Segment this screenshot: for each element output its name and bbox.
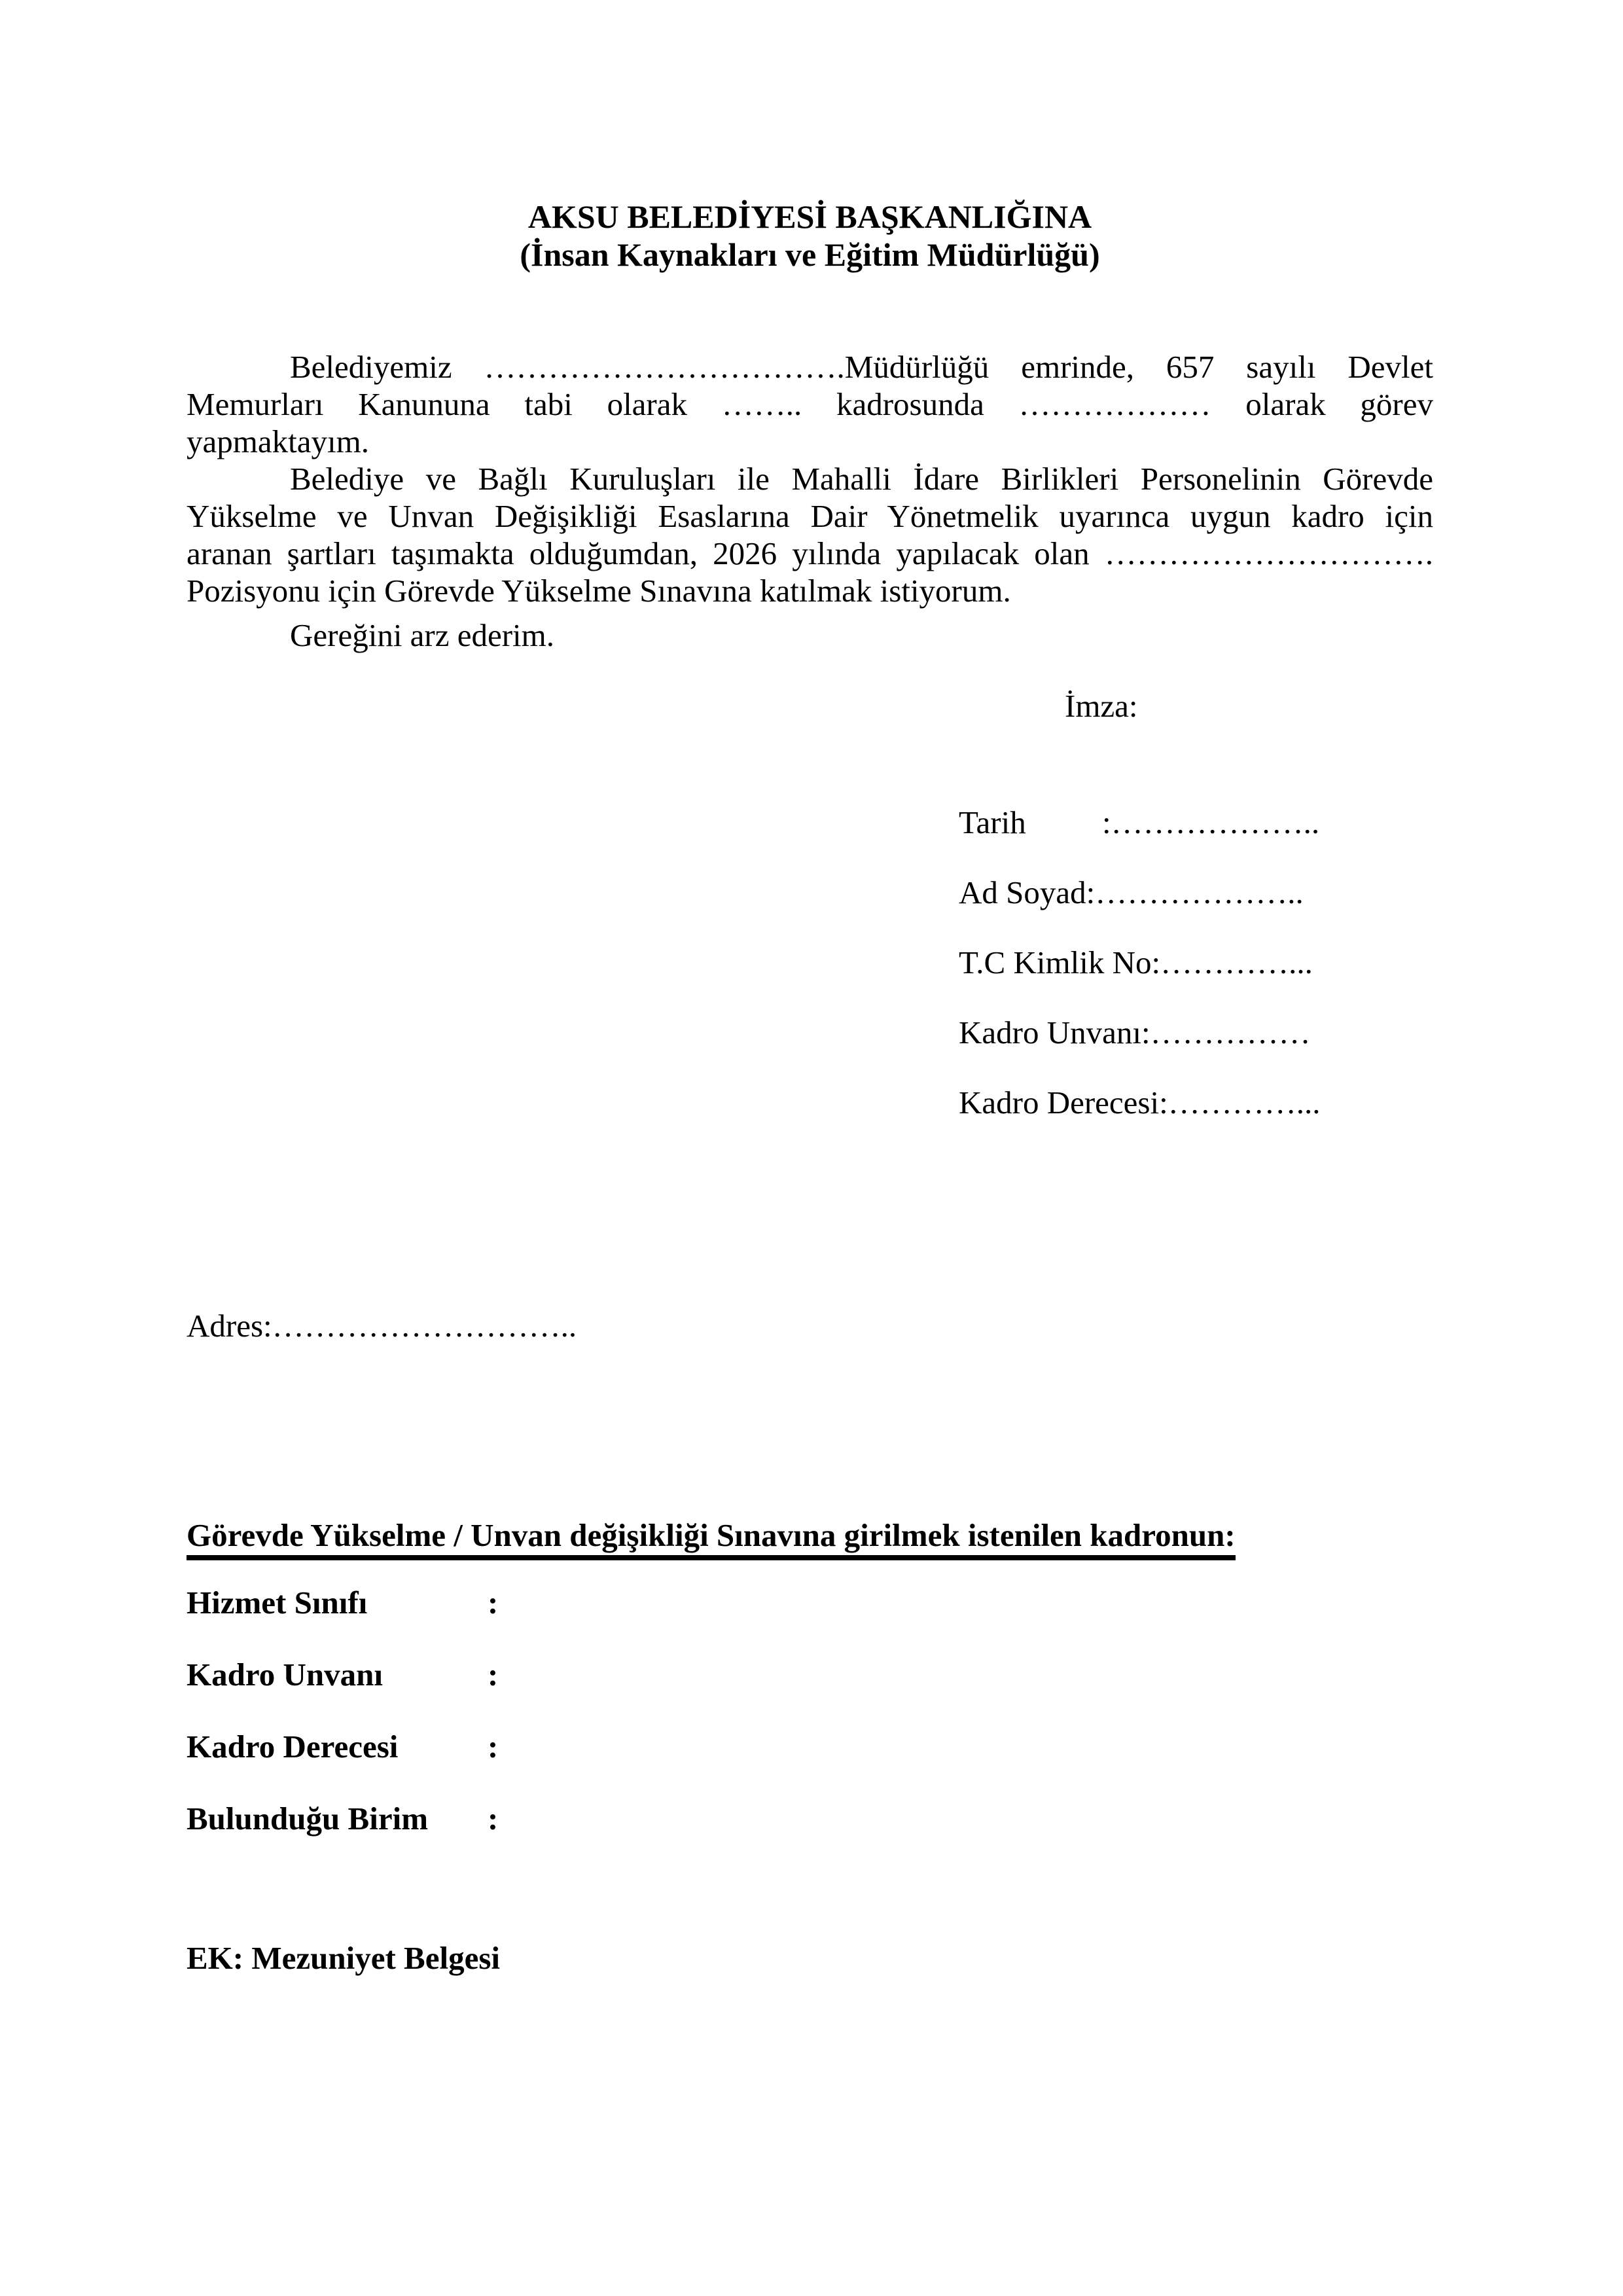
paragraph-2-line-1: Belediye ve Bağlı Kuruluşları ile Mahalli İdare Birlikleri Personelinin Görevde xyxy=(290,461,1433,497)
field-tc-kimlik-no-label: T.C Kimlik No xyxy=(959,944,1152,980)
form-row-kadro-unvani xyxy=(187,1656,1433,1693)
signature-fields-block xyxy=(959,804,1433,1121)
paragraph-1-line-3: yapmaktayım. xyxy=(187,423,369,459)
paragraph-2 xyxy=(187,460,1433,609)
form-row-kadro-unvani-label: Kadro Unvanı xyxy=(187,1657,383,1693)
form-row-bulundugu-birim-colon: : xyxy=(488,1801,499,1837)
paragraph-1-line-2: Memurları Kanununa tabi olarak …….. kadrosunda ……………… olarak görev xyxy=(187,386,1433,422)
field-tarih-blank: :……………….. xyxy=(1102,804,1320,840)
field-tarih xyxy=(959,804,1433,841)
document-title: AKSU BELEDİYESİ BAŞKANLIĞINA xyxy=(527,198,1092,235)
form-row-hizmet-sinifi xyxy=(187,1584,1433,1621)
field-ad-soyad xyxy=(959,874,1433,911)
document-subtitle: (İnsan Kaynakları ve Eğitim Müdürlüğü) xyxy=(520,236,1100,273)
field-ad-soyad-blank: :……………….. xyxy=(1086,874,1304,910)
adres-line: Adres:……………………….. xyxy=(187,1308,577,1344)
form-row-bulundugu-birim-label: Bulunduğu Birim xyxy=(187,1801,429,1837)
field-kadro-unvani-label: Kadro Unvanı xyxy=(959,1014,1141,1050)
field-kadro-derecesi-label: Kadro Derecesi xyxy=(959,1085,1160,1121)
document-title-block xyxy=(187,198,1433,274)
section-heading-text: Görevde Yükselme / Unvan değişikliği Sınavına girilmek istenilen kadronun: xyxy=(187,1517,1236,1560)
attachment-line: EK: Mezuniyet Belgesi xyxy=(187,1940,501,1976)
field-tc-kimlik-no xyxy=(959,944,1433,981)
body-text xyxy=(187,348,1433,654)
form-row-hizmet-sinifi-colon: : xyxy=(488,1585,499,1621)
kadro-form-rows xyxy=(187,1584,1433,1837)
field-kadro-derecesi-blank: :…………... xyxy=(1159,1085,1321,1121)
field-kadro-unvani-blank: :…………… xyxy=(1141,1014,1311,1050)
form-row-kadro-derecesi xyxy=(187,1728,1433,1765)
closing-line: Gereğini arz ederim. xyxy=(290,617,555,653)
paragraph-2-line-2: Yükselme ve Unvan Değişikliği Esaslarına Dair Yönetmelik uyarınca uygun kadro için xyxy=(187,498,1433,534)
paragraph-2-line-3: aranan şartları taşımakta olduğumdan, 2026 yılında yapılacak olan …………………………. xyxy=(187,535,1433,571)
section-heading xyxy=(187,1516,1433,1554)
field-tc-kimlik-no-blank: :…………... xyxy=(1151,944,1313,980)
form-row-hizmet-sinifi-label: Hizmet Sınıfı xyxy=(187,1585,368,1621)
signature-imza-label: İmza: xyxy=(1065,688,1138,724)
form-row-kadro-derecesi-colon: : xyxy=(488,1729,499,1765)
form-row-bulundugu-birim xyxy=(187,1800,1433,1837)
field-tarih-label: Tarih xyxy=(959,804,1026,840)
field-ad-soyad-label: Ad Soyad xyxy=(959,874,1086,910)
field-kadro-unvani xyxy=(959,1014,1433,1051)
form-row-kadro-derecesi-label: Kadro Derecesi xyxy=(187,1729,399,1765)
paragraph-1 xyxy=(187,348,1433,460)
form-row-kadro-unvani-colon: : xyxy=(488,1657,499,1693)
field-kadro-derecesi xyxy=(959,1084,1433,1121)
paragraph-1-line-1: Belediyemiz …………………………….Müdürlüğü emrinde, 657 sayılı Devlet xyxy=(290,349,1433,385)
paragraph-2-line-4: Pozisyonu için Görevde Yükselme Sınavına katılmak istiyorum. xyxy=(187,573,1011,609)
